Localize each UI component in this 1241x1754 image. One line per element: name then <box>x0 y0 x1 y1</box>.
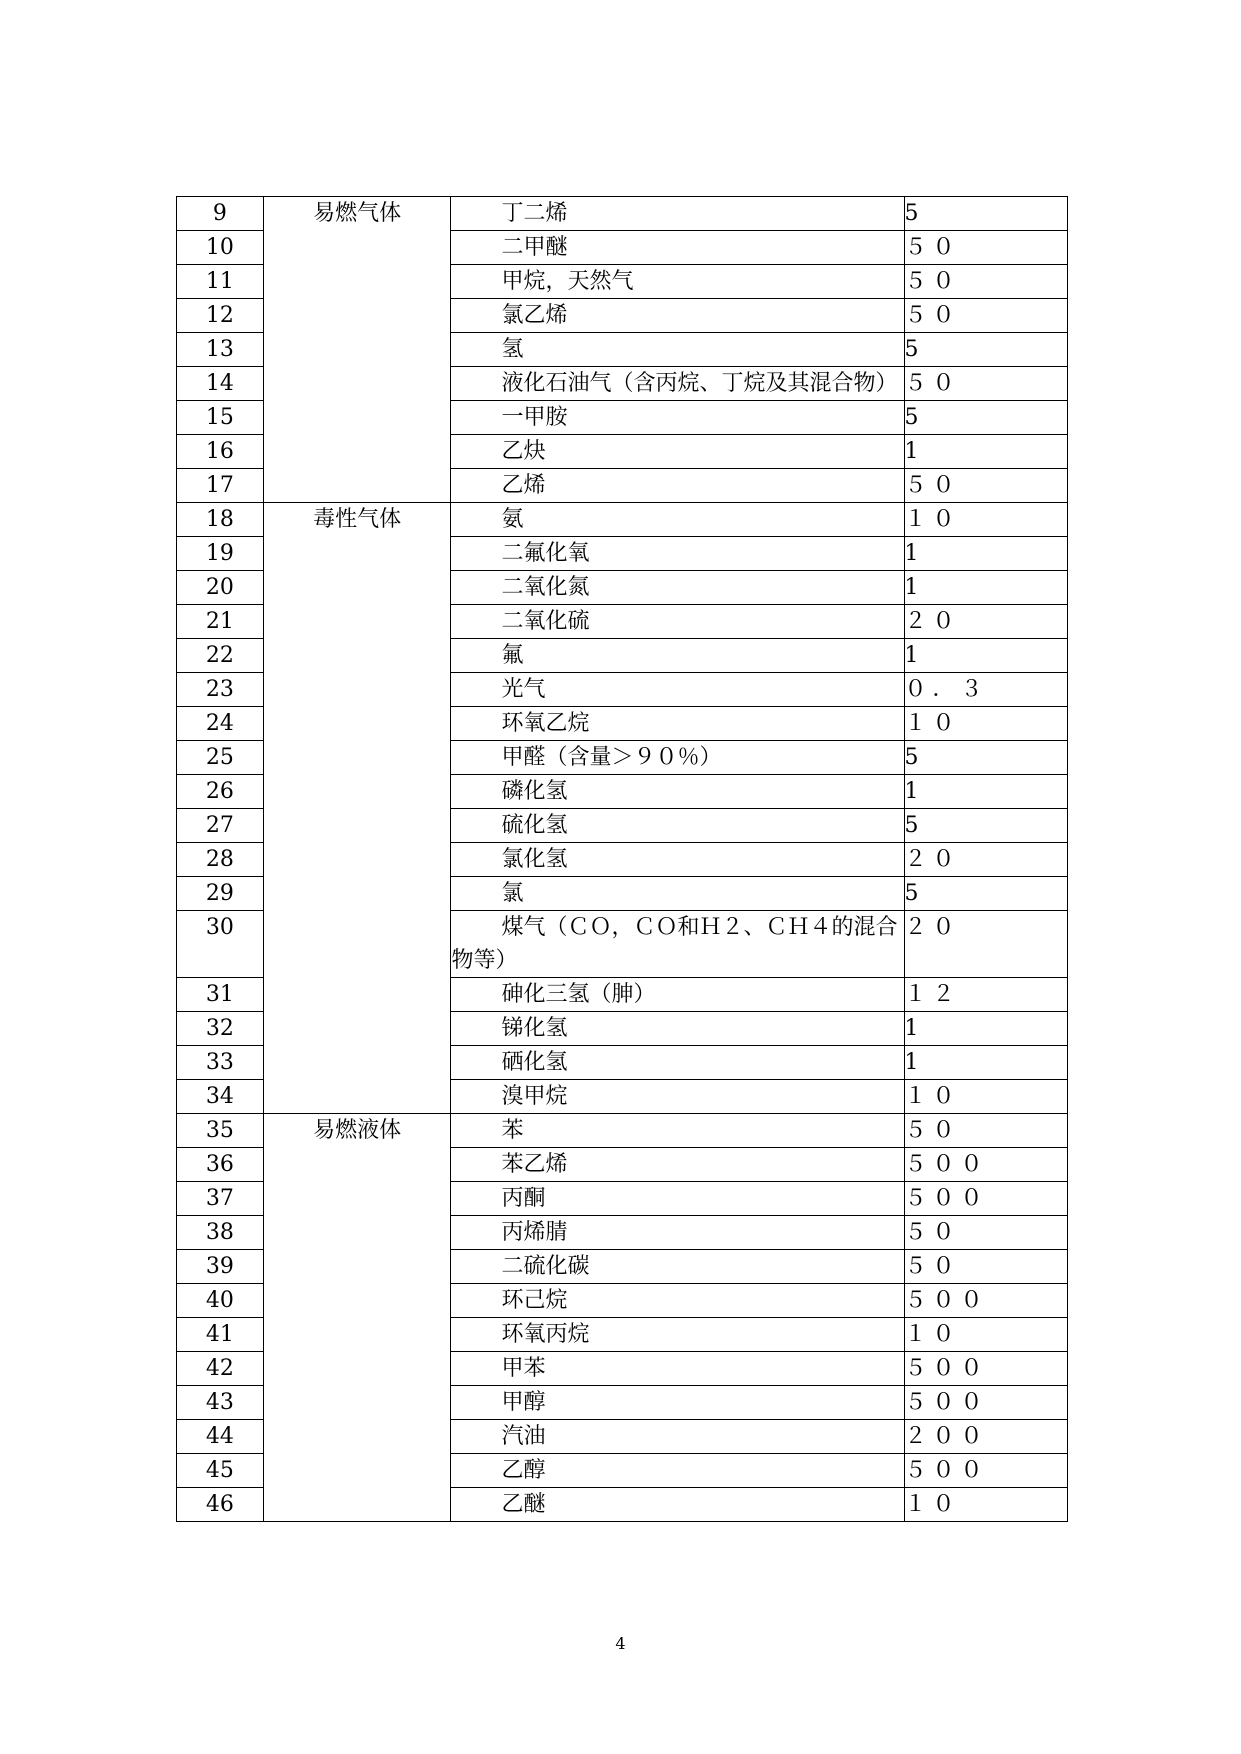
substance-name-cell <box>451 1046 904 1080</box>
row-number: 37 <box>177 1182 264 1216</box>
row-number: 16 <box>177 435 264 469</box>
substance-name: 一甲胺 <box>501 405 568 430</box>
substance-name: 氯 <box>501 881 524 906</box>
table-row <box>177 1114 1068 1148</box>
row-number: 46 <box>177 1488 264 1522</box>
critical-quantity: ５０ <box>904 367 1068 401</box>
substance-name: 环氧乙烷 <box>501 711 590 736</box>
substance-name-cell <box>451 1386 904 1420</box>
row-number: 30 <box>177 911 264 978</box>
critical-quantity: ５００ <box>904 1182 1068 1216</box>
critical-quantity: ５０ <box>904 1250 1068 1284</box>
substance-name-cell <box>451 299 904 333</box>
row-number: 24 <box>177 707 264 741</box>
row-number: 35 <box>177 1114 264 1148</box>
critical-quantity: ５０ <box>904 469 1068 503</box>
substance-name-cell <box>451 1114 904 1148</box>
substance-name-cell <box>451 911 904 978</box>
substance-name: 苯 <box>501 1118 524 1143</box>
critical-quantity: ５００ <box>904 1454 1068 1488</box>
substance-name-cell <box>451 367 904 401</box>
row-number: 10 <box>177 231 264 265</box>
substance-name: 二氟化氧 <box>501 541 590 566</box>
substance-name-cell <box>451 1250 904 1284</box>
critical-quantity: 5 <box>904 197 1068 231</box>
critical-quantity: 1 <box>904 639 1068 673</box>
substance-name-cell <box>451 1080 904 1114</box>
critical-quantity: ５００ <box>904 1386 1068 1420</box>
row-number: 41 <box>177 1318 264 1352</box>
substance-name: 甲醛（含量＞９０％） <box>501 745 722 770</box>
row-number: 27 <box>177 809 264 843</box>
substance-name-cell <box>451 1216 904 1250</box>
substance-name: 煤气（ＣＯ，ＣＯ和Ｈ２、ＣＨ４的混合物等） <box>451 915 898 973</box>
critical-quantity: 5 <box>904 741 1068 775</box>
substance-name-cell <box>451 741 904 775</box>
row-number: 15 <box>177 401 264 435</box>
row-number: 39 <box>177 1250 264 1284</box>
critical-quantity: 1 <box>904 775 1068 809</box>
row-number: 34 <box>177 1080 264 1114</box>
row-number: 13 <box>177 333 264 367</box>
substance-name: 环氧丙烷 <box>501 1322 590 1347</box>
substance-name: 光气 <box>501 677 546 702</box>
substance-name: 液化石油气（含丙烷、丁烷及其混合物） <box>501 371 898 396</box>
critical-quantity: 5 <box>904 809 1068 843</box>
substance-name: 甲醇 <box>501 1390 546 1415</box>
substance-name-cell <box>451 1012 904 1046</box>
row-number: 20 <box>177 571 264 605</box>
row-number: 9 <box>177 197 264 231</box>
substance-name: 溴甲烷 <box>501 1084 568 1109</box>
substance-name-cell <box>451 1284 904 1318</box>
critical-quantity: ２０ <box>904 605 1068 639</box>
row-number: 42 <box>177 1352 264 1386</box>
critical-quantity: 5 <box>904 333 1068 367</box>
row-number: 28 <box>177 843 264 877</box>
row-number: 44 <box>177 1420 264 1454</box>
substance-name-cell <box>451 231 904 265</box>
substance-name: 砷化三氢（胂） <box>501 982 656 1007</box>
critical-quantity: ２０ <box>904 843 1068 877</box>
critical-quantity: ５０ <box>904 1114 1068 1148</box>
substance-name: 硒化氢 <box>501 1050 568 1075</box>
substance-name: 氟 <box>501 643 524 668</box>
row-number: 14 <box>177 367 264 401</box>
table-body <box>177 197 1068 1522</box>
row-number: 32 <box>177 1012 264 1046</box>
substance-name-cell <box>451 978 904 1012</box>
critical-quantity: ５０ <box>904 299 1068 333</box>
substance-name-cell <box>451 333 904 367</box>
row-number: 11 <box>177 265 264 299</box>
substance-name: 丁二烯 <box>501 201 568 226</box>
row-number: 45 <box>177 1454 264 1488</box>
substance-name: 丙酮 <box>501 1186 546 1211</box>
substance-name: 二硫化碳 <box>501 1254 590 1279</box>
row-number: 40 <box>177 1284 264 1318</box>
critical-quantity: ５０ <box>904 265 1068 299</box>
critical-quantity: ２００ <box>904 1420 1068 1454</box>
substance-name-cell <box>451 639 904 673</box>
table-row <box>177 197 1068 231</box>
row-number: 21 <box>177 605 264 639</box>
substance-name: 氨 <box>501 507 524 532</box>
substance-name-cell <box>451 1420 904 1454</box>
substance-name-cell <box>451 537 904 571</box>
substance-name: 二甲醚 <box>501 235 568 260</box>
substance-name-cell <box>451 1318 904 1352</box>
substance-name: 氢 <box>501 337 524 362</box>
critical-quantity: １０ <box>904 707 1068 741</box>
substance-name-cell <box>451 1148 904 1182</box>
critical-quantity: ５００ <box>904 1148 1068 1182</box>
row-number: 38 <box>177 1216 264 1250</box>
critical-quantity: ５０ <box>904 231 1068 265</box>
substance-name: 苯乙烯 <box>501 1152 568 1177</box>
substance-name: 甲苯 <box>501 1356 546 1381</box>
critical-quantity: 5 <box>904 877 1068 911</box>
critical-quantity: 1 <box>904 537 1068 571</box>
substance-name-cell <box>451 1488 904 1522</box>
substance-name-cell <box>451 469 904 503</box>
critical-quantity: ５００ <box>904 1284 1068 1318</box>
critical-quantity: １２ <box>904 978 1068 1012</box>
substance-name: 乙烯 <box>501 473 546 498</box>
substance-name: 二氧化硫 <box>501 609 590 634</box>
row-number: 31 <box>177 978 264 1012</box>
category-cell: 易燃气体 <box>263 197 451 503</box>
row-number: 29 <box>177 877 264 911</box>
critical-quantity: ５００ <box>904 1352 1068 1386</box>
row-number: 25 <box>177 741 264 775</box>
critical-quantity: 1 <box>904 1012 1068 1046</box>
substance-name-cell <box>451 1454 904 1488</box>
category-cell: 毒性气体 <box>263 503 451 1114</box>
critical-quantity: ５０ <box>904 1216 1068 1250</box>
row-number: 17 <box>177 469 264 503</box>
substance-name-cell <box>451 605 904 639</box>
substance-name-cell <box>451 503 904 537</box>
substance-name-cell <box>451 1182 904 1216</box>
substance-name-cell <box>451 775 904 809</box>
substance-name: 氯化氢 <box>501 847 568 872</box>
substance-name: 甲烷，天然气 <box>501 269 634 294</box>
page-number: 4 <box>615 1634 626 1653</box>
substance-name-cell <box>451 435 904 469</box>
substance-name: 氯乙烯 <box>501 303 568 328</box>
row-number: 12 <box>177 299 264 333</box>
row-number: 22 <box>177 639 264 673</box>
row-number: 33 <box>177 1046 264 1080</box>
critical-quantity: 5 <box>904 401 1068 435</box>
substance-name-cell <box>451 1352 904 1386</box>
substance-name-cell <box>451 265 904 299</box>
substance-name-cell <box>451 843 904 877</box>
critical-quantity: 1 <box>904 435 1068 469</box>
row-number: 36 <box>177 1148 264 1182</box>
critical-quantity: １０ <box>904 1080 1068 1114</box>
category-cell: 易燃液体 <box>263 1114 451 1522</box>
substance-name: 丙烯腈 <box>501 1220 568 1245</box>
substance-name-cell <box>451 401 904 435</box>
critical-quantity: 1 <box>904 571 1068 605</box>
substance-name: 二氧化氮 <box>501 575 590 600</box>
row-number: 23 <box>177 673 264 707</box>
substance-name-cell <box>451 707 904 741</box>
substance-name-cell <box>451 673 904 707</box>
row-number: 19 <box>177 537 264 571</box>
critical-quantity: １０ <box>904 1318 1068 1352</box>
substance-name: 乙醇 <box>501 1458 546 1483</box>
substance-name: 磷化氢 <box>501 779 568 804</box>
substance-name-cell <box>451 571 904 605</box>
substance-name: 硫化氢 <box>501 813 568 838</box>
critical-quantity: １０ <box>904 503 1068 537</box>
substance-name: 乙醚 <box>501 1492 546 1517</box>
row-number: 26 <box>177 775 264 809</box>
critical-quantity: ０．３ <box>904 673 1068 707</box>
critical-quantity: ２０ <box>904 911 1068 978</box>
critical-quantity: １０ <box>904 1488 1068 1522</box>
substance-name: 汽油 <box>501 1424 546 1449</box>
substance-name-cell <box>451 809 904 843</box>
table-row <box>177 503 1068 537</box>
row-number: 18 <box>177 503 264 537</box>
substance-name: 环己烷 <box>501 1288 568 1313</box>
substance-name: 锑化氢 <box>501 1016 568 1041</box>
hazardous-substances-table <box>176 196 1068 1522</box>
substance-name: 乙炔 <box>501 439 546 464</box>
substance-name-cell <box>451 197 904 231</box>
substance-name-cell <box>451 877 904 911</box>
row-number: 43 <box>177 1386 264 1420</box>
critical-quantity: 1 <box>904 1046 1068 1080</box>
